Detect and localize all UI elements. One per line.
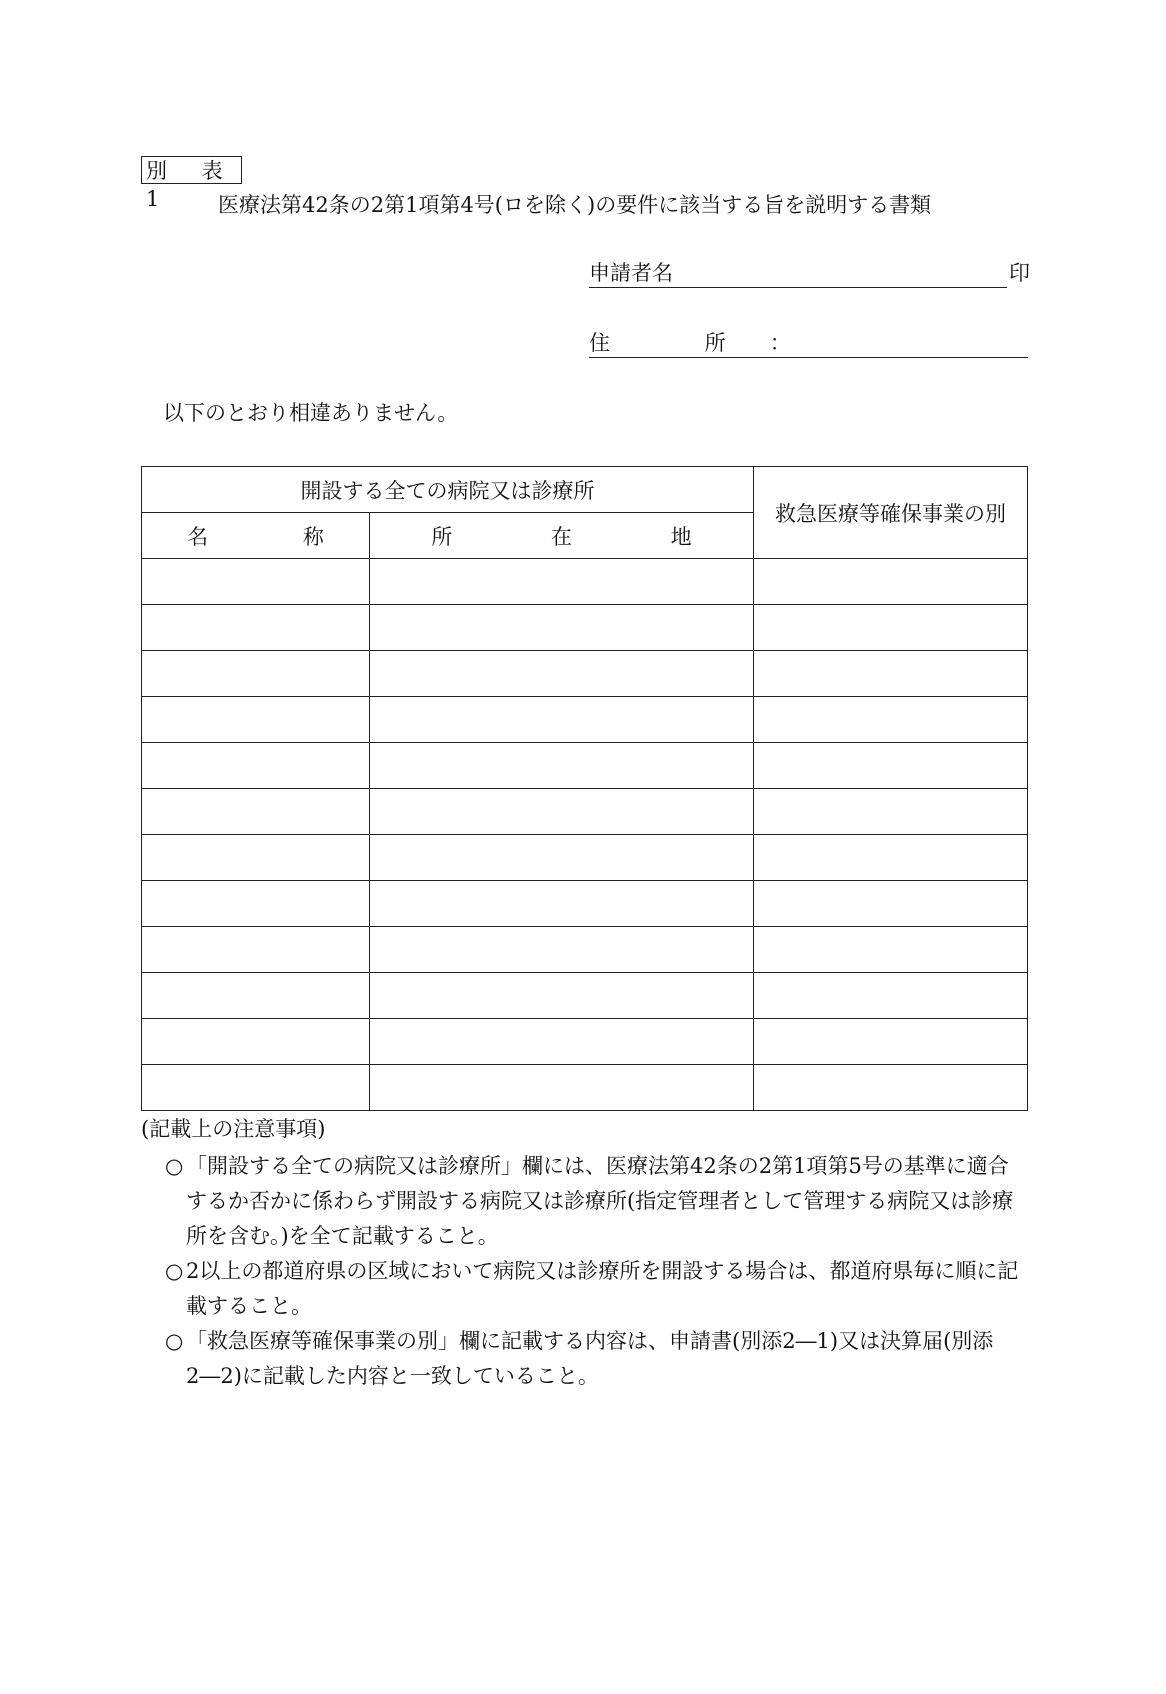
note-bullet: ○ [165,1329,184,1353]
note-text: 「開設する全ての病院又は診療所」欄には、医療法第42条の2第1項第5号の基準に適合するか否かに係わらず開設する病院又は診療所(指定管理者として管理する病院又は診療所を含む。)を全て記載すること。 [186,1154,1014,1248]
name-cell[interactable] [142,1019,370,1065]
table-row [142,835,1028,881]
note-bullet: ○ [165,1259,184,1283]
table-row [142,651,1028,697]
emergency-service-cell[interactable] [754,835,1028,881]
emergency-service-cell[interactable] [754,927,1028,973]
note-item [165,1324,1027,1394]
emergency-service-cell[interactable] [754,559,1028,605]
note-text: 「救急医療等確保事業の別」欄に記載する内容は、申請書(別添2―1)又は決算届(別添2―2)に記載した内容と一致していること。 [186,1329,994,1388]
location-cell[interactable] [370,559,754,605]
document-title: 医療法第42条の2第1項第4号(ロを除く)の要件に該当する旨を説明する書類 [218,193,932,217]
location-cell[interactable] [370,789,754,835]
table-row [142,1065,1028,1111]
seal-mark: 印 [1009,261,1030,285]
appendix-tag: 別 表 1 [141,156,242,184]
table-row [142,743,1028,789]
address-label: 住 所 [589,331,770,355]
location-cell[interactable] [370,1019,754,1065]
name-cell[interactable] [142,789,370,835]
location-cell[interactable] [370,1065,754,1111]
table-row [142,1019,1028,1065]
emergency-service-header: 救急医療等確保事業の別 [754,467,1028,559]
table-row [142,559,1028,605]
location-column-header: 所 在 地 [370,513,754,559]
name-cell[interactable] [142,1065,370,1111]
name-cell[interactable] [142,881,370,927]
name-cell[interactable] [142,651,370,697]
emergency-service-cell[interactable] [754,789,1028,835]
note-item [165,1149,1027,1254]
location-cell[interactable] [370,743,754,789]
location-cell[interactable] [370,835,754,881]
name-cell[interactable] [142,697,370,743]
applicant-name-field[interactable] [589,258,1007,288]
table-row [142,927,1028,973]
location-cell[interactable] [370,927,754,973]
table-header-row [142,467,1028,513]
facilities-group-header: 開設する全ての病院又は診療所 [142,467,754,513]
note-item [165,1254,1027,1324]
emergency-service-cell[interactable] [754,1065,1028,1111]
emergency-service-cell[interactable] [754,973,1028,1019]
table-row [142,789,1028,835]
table-row [142,881,1028,927]
table-row [142,697,1028,743]
emergency-service-cell[interactable] [754,697,1028,743]
notes-heading: (記載上の注意事項) [141,1117,326,1141]
facilities-table [141,466,1028,1111]
note-bullet: ○ [165,1154,184,1178]
location-cell[interactable] [370,881,754,927]
address-colon: ： [769,331,791,355]
location-cell[interactable] [370,651,754,697]
name-cell[interactable] [142,605,370,651]
note-text: 2以上の都道府県の区域において病院又は診療所を開設する場合は、都道府県毎に順に記載すること。 [186,1259,1019,1318]
emergency-service-cell[interactable] [754,1019,1028,1065]
name-cell[interactable] [142,973,370,1019]
location-cell[interactable] [370,605,754,651]
table-row [142,605,1028,651]
emergency-service-cell[interactable] [754,651,1028,697]
address-field[interactable] [589,328,1028,358]
location-cell[interactable] [370,973,754,1019]
name-column-header: 名 称 [142,513,370,559]
name-cell[interactable] [142,835,370,881]
applicant-name-label: 申請者名 [589,261,673,285]
emergency-service-cell[interactable] [754,881,1028,927]
name-cell[interactable] [142,927,370,973]
table-row [142,973,1028,1019]
emergency-service-cell[interactable] [754,743,1028,789]
emergency-service-cell[interactable] [754,605,1028,651]
name-cell[interactable] [142,743,370,789]
declaration-statement: 以下のとおり相違ありません。 [163,401,459,425]
location-cell[interactable] [370,697,754,743]
name-cell[interactable] [142,559,370,605]
